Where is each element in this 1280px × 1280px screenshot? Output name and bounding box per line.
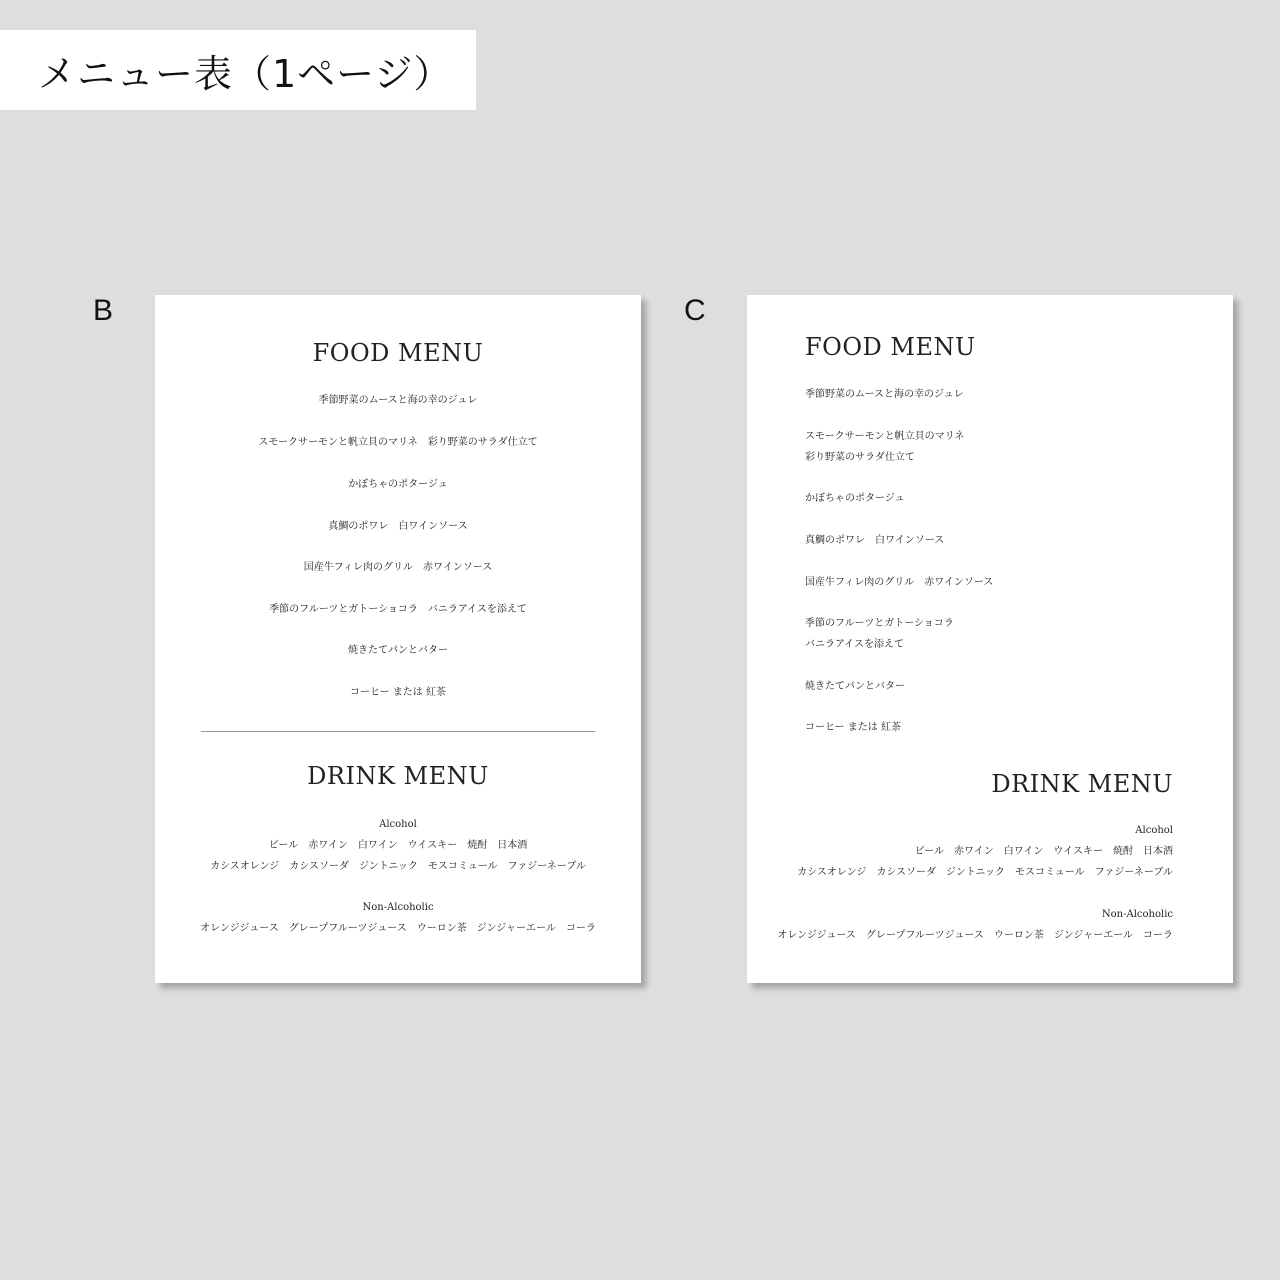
drink-menu-heading: DRINK MENU [307, 762, 489, 790]
food-menu-heading: FOOD MENU [805, 333, 976, 361]
drink-menu-heading: DRINK MENU [991, 770, 1173, 798]
non-alcohol-label: Non-Alcoholic [1101, 909, 1173, 920]
food-item: 焼きたてパンとバター [348, 645, 448, 656]
food-item: 季節のフルーツとガトーショコラ バニラアイスを添えて [269, 604, 527, 615]
food-menu-heading: FOOD MENU [312, 339, 484, 367]
variant-label-b: B [93, 294, 114, 327]
alcohol-label: Alcohol [1135, 825, 1173, 836]
food-item: スモークサーモンと帆立貝のマリネ [805, 431, 965, 442]
section-divider [201, 731, 595, 732]
food-item: バニラアイスを添えて [805, 639, 904, 650]
alcohol-line: ビール 赤ワイン 白ワイン ウイスキー 焼酎 日本酒 [268, 840, 528, 851]
page-title: メニュー表（1ページ） [38, 51, 453, 96]
food-item: かぼちゃのポタージュ [348, 479, 448, 490]
menu-card-c [747, 295, 1233, 983]
alcohol-label: Alcohol [379, 819, 417, 830]
food-item: 季節のフルーツとガトーショコラ [805, 618, 954, 629]
alcohol-line: カシスオレンジ カシスソーダ ジントニック モスコミュール ファジーネーブル [210, 861, 586, 872]
food-item: 国産牛フィレ肉のグリル 赤ワインソース [805, 577, 994, 588]
food-item: 彩り野菜のサラダ仕立て [805, 452, 915, 463]
food-item: 焼きたてパンとバター [805, 681, 905, 692]
non-alcohol-line: オレンジジュース グレープフルーツジュース ウーロン茶 ジンジャーエール コーラ [200, 923, 596, 934]
food-item: スモークサーモンと帆立貝のマリネ 彩り野菜のサラダ仕立て [258, 437, 538, 448]
non-alcohol-label: Non-Alcoholic [362, 902, 434, 913]
food-item: 季節野菜のムースと海の幸のジュレ [805, 389, 964, 400]
variant-label-c: C [684, 294, 706, 327]
non-alcohol-line: オレンジジュース グレープフルーツジュース ウーロン茶 ジンジャーエール コーラ [777, 930, 1173, 941]
alcohol-line: カシスオレンジ カシスソーダ ジントニック モスコミュール ファジーネーブル [797, 867, 1173, 878]
food-item: コーヒー または 紅茶 [350, 687, 446, 698]
food-item: かぼちゃのポタージュ [805, 493, 905, 504]
food-item: 国産牛フィレ肉のグリル 赤ワインソース [303, 562, 493, 573]
food-item: コーヒー または 紅茶 [805, 722, 901, 733]
alcohol-line: ビール 赤ワイン 白ワイン ウイスキー 焼酎 日本酒 [914, 846, 1173, 857]
menu-card-b [155, 295, 641, 983]
page-title-banner [0, 30, 476, 110]
food-item: 真鯛のポワレ 白ワインソース [328, 521, 468, 532]
food-item: 真鯛のポワレ 白ワインソース [805, 535, 945, 546]
food-item: 季節野菜のムースと海の幸のジュレ [318, 395, 478, 406]
